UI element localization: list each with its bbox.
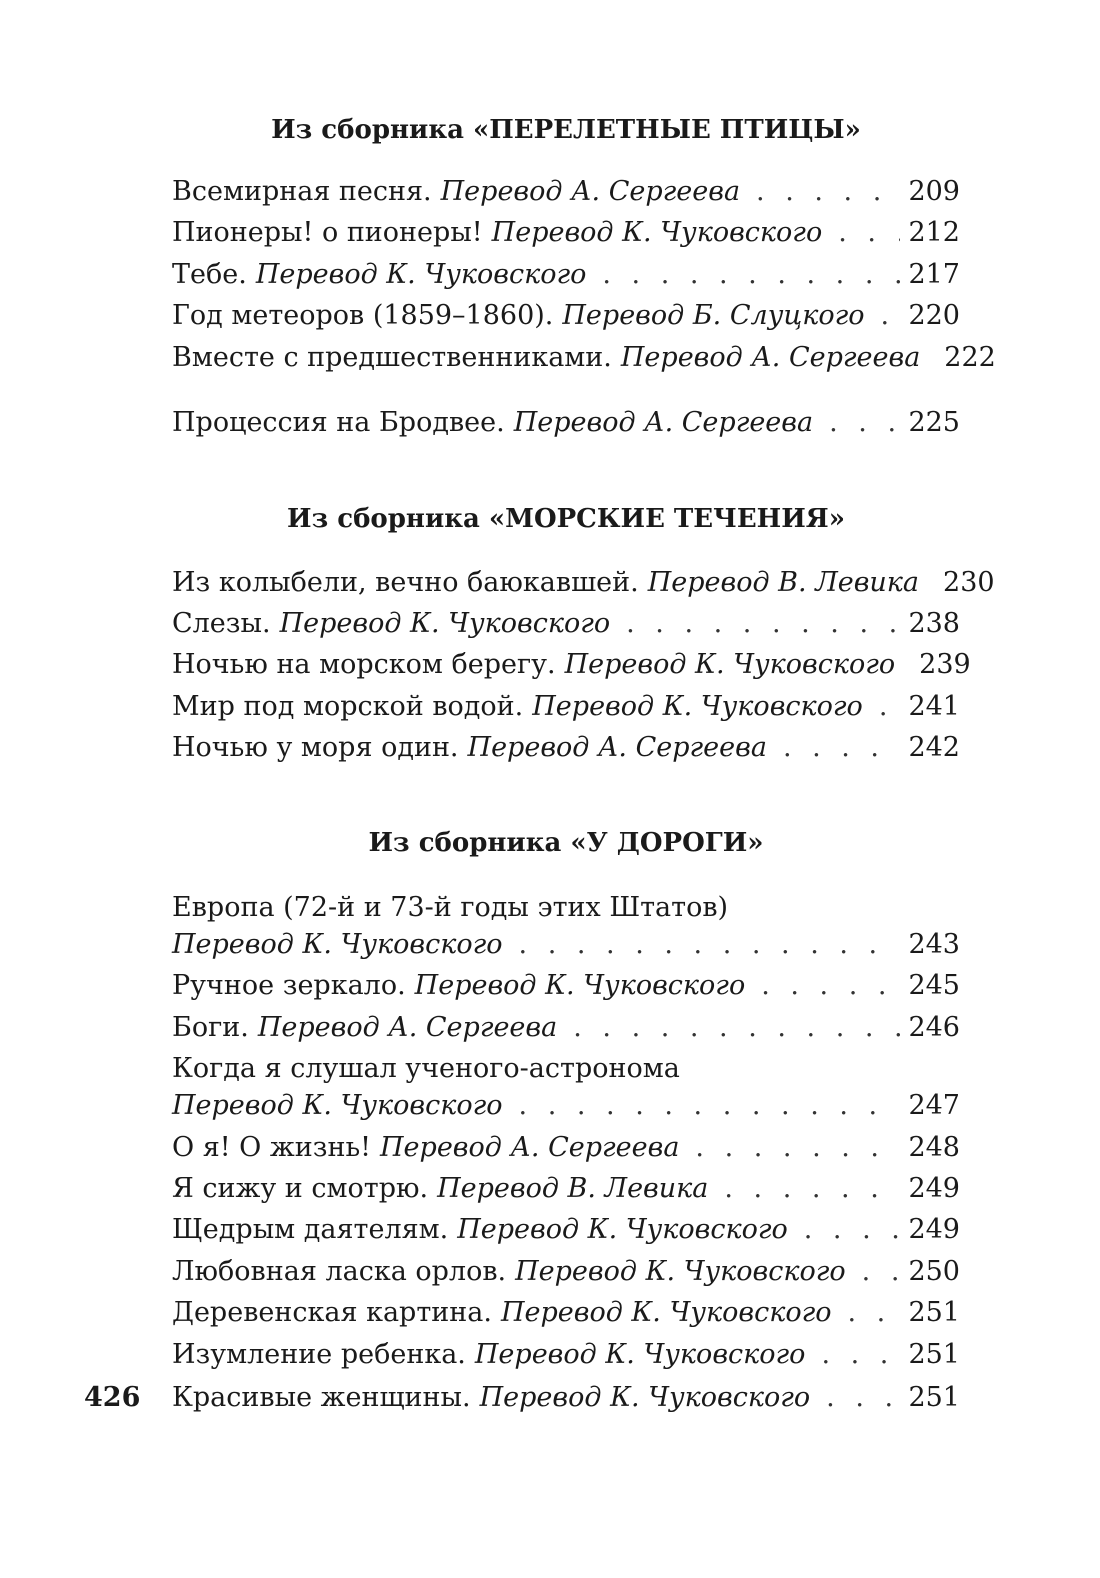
- entry-page-number: 220: [908, 300, 960, 331]
- toc-entry: [172, 604, 960, 644]
- toc-entry: [172, 403, 960, 443]
- toc-entry: [172, 338, 996, 378]
- entry-translator: Перевод К. Чуковского: [172, 929, 503, 960]
- entry-page-number: 238: [908, 608, 960, 639]
- entry-translator: Перевод Б. Слуцкого: [562, 300, 865, 331]
- dot-leader: [626, 604, 900, 644]
- entry-translator: Перевод А. Сергеева: [440, 176, 741, 207]
- entry-page-number: 212: [908, 217, 960, 248]
- dot-leader: [838, 213, 900, 253]
- toc-entry-title-line: [172, 888, 960, 928]
- toc-entry: [172, 1086, 960, 1126]
- entry-title: Мир под морской водой.: [172, 691, 524, 722]
- entry-title: Любовная ласка орлов.: [172, 1256, 507, 1287]
- dot-leader: [880, 296, 900, 336]
- entry-page-number: 217: [908, 259, 960, 290]
- entry-translator: Перевод А. Сергеева: [467, 732, 767, 763]
- toc-entry: [172, 1008, 960, 1048]
- dot-leader: [695, 1128, 900, 1168]
- entry-title: Щедрым даятелям.: [172, 1214, 449, 1245]
- dot-leader: [756, 172, 900, 212]
- entry-translator: Перевод В. Левика: [437, 1173, 709, 1204]
- entry-title: Европа (72-й и 73-й годы этих Штатов): [172, 892, 729, 923]
- dot-leader: [826, 1378, 900, 1418]
- entry-translator: Перевод К. Чуковского: [414, 970, 746, 1001]
- dot-leader: [829, 403, 900, 443]
- entry-page-number: 251: [908, 1339, 960, 1370]
- entry-page-number: 251: [908, 1297, 960, 1328]
- section-heading: Из сборника «МОРСКИЕ ТЕЧЕНИЯ»: [287, 504, 845, 534]
- entry-page-number: 248: [908, 1132, 960, 1163]
- entry-title: Тебе.: [172, 259, 247, 290]
- toc-entry: [172, 1128, 960, 1168]
- dot-leader: [519, 925, 901, 965]
- toc-entry: [172, 1169, 960, 1209]
- entry-page-number: 225: [908, 407, 960, 438]
- entry-title: Боги.: [172, 1012, 249, 1043]
- entry-translator: Перевод К. Чуковского: [457, 1214, 788, 1245]
- entry-page-number: 230: [943, 567, 995, 598]
- entry-page-number: 249: [908, 1173, 960, 1204]
- entry-title: Слезы.: [172, 608, 271, 639]
- toc-entry: [172, 687, 960, 727]
- dot-leader: [804, 1210, 901, 1250]
- entry-translator: Перевод К. Чуковского: [474, 1339, 806, 1370]
- entry-translator: Перевод К. Чуковского: [255, 259, 587, 290]
- dot-leader: [761, 966, 900, 1006]
- dot-leader: [519, 1086, 901, 1126]
- toc-entry: [172, 966, 960, 1006]
- entry-title: Вместе с предшественниками.: [172, 342, 612, 373]
- toc-entry: [172, 213, 960, 253]
- toc-entry: [172, 1293, 960, 1333]
- dot-leader: [573, 1008, 900, 1048]
- entry-page-number: 251: [908, 1382, 960, 1413]
- toc-entry: [172, 728, 960, 768]
- entry-page-number: 246: [908, 1012, 960, 1043]
- entry-title: Изумление ребенка.: [172, 1339, 466, 1370]
- entry-translator: Перевод А. Сергеева: [380, 1132, 680, 1163]
- section-heading: Из сборника «ПЕРЕЛЕТНЫЕ ПТИЦЫ»: [271, 115, 861, 145]
- entry-page-number: 241: [908, 691, 960, 722]
- dot-leader: [879, 687, 901, 727]
- table-of-contents: [172, 0, 996, 1578]
- entry-title: Деревенская картина.: [172, 1297, 492, 1328]
- toc-entry: [172, 255, 960, 295]
- toc-entry: [172, 563, 995, 603]
- entry-page-number: 239: [919, 649, 971, 680]
- entry-translator: Перевод К. Чуковского: [491, 217, 823, 248]
- entry-title: Ночью на морском берегу.: [172, 649, 556, 680]
- entry-title: Я сижу и смотрю.: [172, 1173, 429, 1204]
- entry-page-number: 249: [908, 1214, 960, 1245]
- entry-page-number: 250: [908, 1256, 960, 1287]
- entry-translator: Перевод К. Чуковского: [564, 649, 896, 680]
- entry-title: О я! О жизнь!: [172, 1132, 372, 1163]
- entry-title: Ночью у моря один.: [172, 732, 459, 763]
- entry-title: Ручное зеркало.: [172, 970, 406, 1001]
- entry-title: Красивые женщины.: [172, 1382, 471, 1413]
- toc-entry: [172, 1210, 960, 1250]
- entry-title: Когда я слушал ученого-астронома: [172, 1053, 680, 1084]
- entry-translator: Перевод К. Чуковского: [479, 1382, 811, 1413]
- entry-title: Процессия на Бродвее.: [172, 407, 505, 438]
- entry-translator: Перевод В. Левика: [647, 567, 920, 598]
- section-heading: Из сборника «У ДОРОГИ»: [368, 828, 764, 858]
- entry-page-number: 243: [908, 929, 960, 960]
- entry-translator: Перевод А. Сергеева: [620, 342, 921, 373]
- entry-page-number: 222: [944, 342, 996, 373]
- toc-entry: [172, 1252, 960, 1292]
- toc-entry: [172, 296, 960, 336]
- toc-entry: [172, 925, 960, 965]
- dot-leader: [602, 255, 900, 295]
- page-number: 426: [84, 1382, 141, 1413]
- entry-page-number: 209: [908, 176, 960, 207]
- dot-leader: [821, 1335, 900, 1375]
- entry-translator: Перевод К. Чуковского: [172, 1090, 503, 1121]
- entry-title: Всемирная песня.: [172, 176, 432, 207]
- toc-entry: [172, 645, 971, 685]
- entry-translator: Перевод К. Чуковского: [279, 608, 611, 639]
- entry-translator: Перевод К. Чуковского: [532, 691, 863, 722]
- toc-entry: [172, 1378, 960, 1418]
- dot-leader: [862, 1252, 901, 1292]
- dot-leader: [724, 1169, 900, 1209]
- entry-page-number: 247: [908, 1090, 960, 1121]
- entry-title: Пионеры! о пионеры!: [172, 217, 483, 248]
- toc-entry: [172, 172, 960, 212]
- entry-translator: Перевод А. Сергеева: [513, 407, 814, 438]
- entry-title: Из колыбели, вечно баюкавшей.: [172, 567, 639, 598]
- dot-leader: [848, 1293, 901, 1333]
- entry-title: Год метеоров (1859–1860).: [172, 300, 554, 331]
- toc-entry-title-line: [172, 1049, 960, 1089]
- entry-translator: Перевод А. Сергеева: [257, 1012, 558, 1043]
- dot-leader: [783, 728, 901, 768]
- entry-translator: Перевод К. Чуковского: [515, 1256, 846, 1287]
- entry-page-number: 245: [908, 970, 960, 1001]
- toc-entry: [172, 1335, 960, 1375]
- entry-translator: Перевод К. Чуковского: [500, 1297, 832, 1328]
- entry-page-number: 242: [908, 732, 960, 763]
